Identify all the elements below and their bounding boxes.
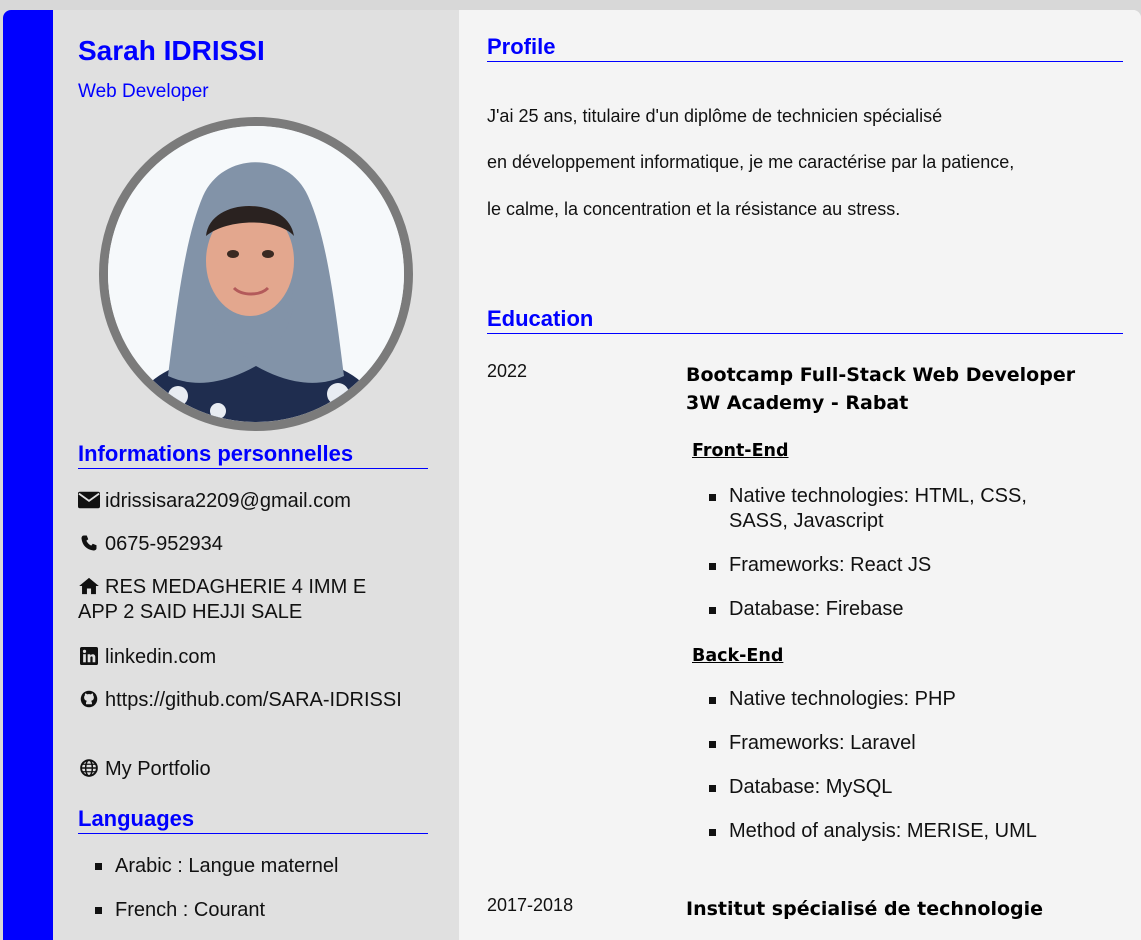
envelope-icon bbox=[78, 491, 100, 509]
phone-text: 0675-952934 bbox=[105, 533, 223, 555]
list-item: Method of analysis: MERISE, UML bbox=[709, 819, 1069, 844]
language-item: French : Courant bbox=[95, 898, 338, 940]
education-year: 2022 bbox=[487, 361, 528, 381]
job-title: Web Developer bbox=[78, 81, 209, 102]
address-text: RES MEDAGHERIE 4 IMM E APP 2 SAID HEJJI SALE bbox=[78, 576, 367, 623]
profile-text-line: en développement informatique, je me caractérise par la patience, bbox=[487, 152, 1015, 172]
list-item: Database: MySQL bbox=[709, 775, 1069, 800]
linkedin-text: linkedin.com bbox=[105, 646, 217, 668]
list-item: Database: Firebase bbox=[709, 597, 1069, 622]
back-end-heading: Back-End bbox=[692, 646, 784, 666]
phone-item[interactable] bbox=[78, 532, 408, 557]
github-icon bbox=[78, 690, 100, 708]
portfolio-item[interactable] bbox=[78, 757, 408, 782]
languages-title: Languages bbox=[78, 806, 428, 834]
education-school: Bootcamp Full-Stack Web Developer 3W Academy - Rabat bbox=[686, 364, 1076, 414]
sidebar bbox=[53, 10, 459, 940]
education-school: Institut spécialisé de technologie bbox=[686, 898, 1044, 920]
linkedin-icon bbox=[78, 647, 100, 665]
languages-list bbox=[95, 854, 338, 940]
list-item: Native technologies: PHP bbox=[709, 687, 1069, 712]
profile-photo-illustration bbox=[108, 126, 404, 422]
profile-text-line: le calme, la concentration et la résistance au stress. bbox=[487, 199, 901, 219]
education-year: 2017-2018 bbox=[487, 895, 574, 915]
home-icon bbox=[78, 577, 100, 595]
profile-title: Profile bbox=[487, 34, 1123, 62]
accent-bar bbox=[3, 10, 53, 940]
list-item: Native technologies: HTML, CSS, SASS, Javascript bbox=[709, 484, 1069, 534]
front-end-list bbox=[709, 484, 1069, 641]
education-title: Education bbox=[487, 306, 1123, 334]
linkedin-item[interactable] bbox=[78, 645, 408, 670]
globe-icon bbox=[78, 759, 100, 777]
email-text: idrissisara2209@gmail.com bbox=[105, 490, 351, 512]
github-item[interactable] bbox=[78, 688, 408, 713]
language-item: Arabic : Langue maternel bbox=[95, 854, 338, 898]
personal-info-title: Informations personnelles bbox=[78, 441, 428, 469]
portfolio-text: My Portfolio bbox=[105, 758, 211, 780]
main-content bbox=[459, 10, 1141, 940]
profile-photo bbox=[99, 117, 413, 431]
github-text: https://github.com/SARA-IDRISSI bbox=[105, 689, 402, 711]
phone-icon bbox=[78, 534, 100, 552]
resume-card bbox=[3, 10, 1141, 940]
front-end-heading: Front-End bbox=[692, 441, 789, 461]
email-item[interactable] bbox=[78, 489, 408, 514]
address-item bbox=[78, 575, 408, 625]
list-item: Frameworks: Laravel bbox=[709, 731, 1069, 756]
back-end-list bbox=[709, 687, 1069, 863]
person-name: Sarah IDRISSI bbox=[78, 35, 265, 66]
list-item: Frameworks: React JS bbox=[709, 553, 1069, 578]
profile-text-line: J'ai 25 ans, titulaire d'un diplôme de technicien spécialisé bbox=[487, 106, 943, 126]
